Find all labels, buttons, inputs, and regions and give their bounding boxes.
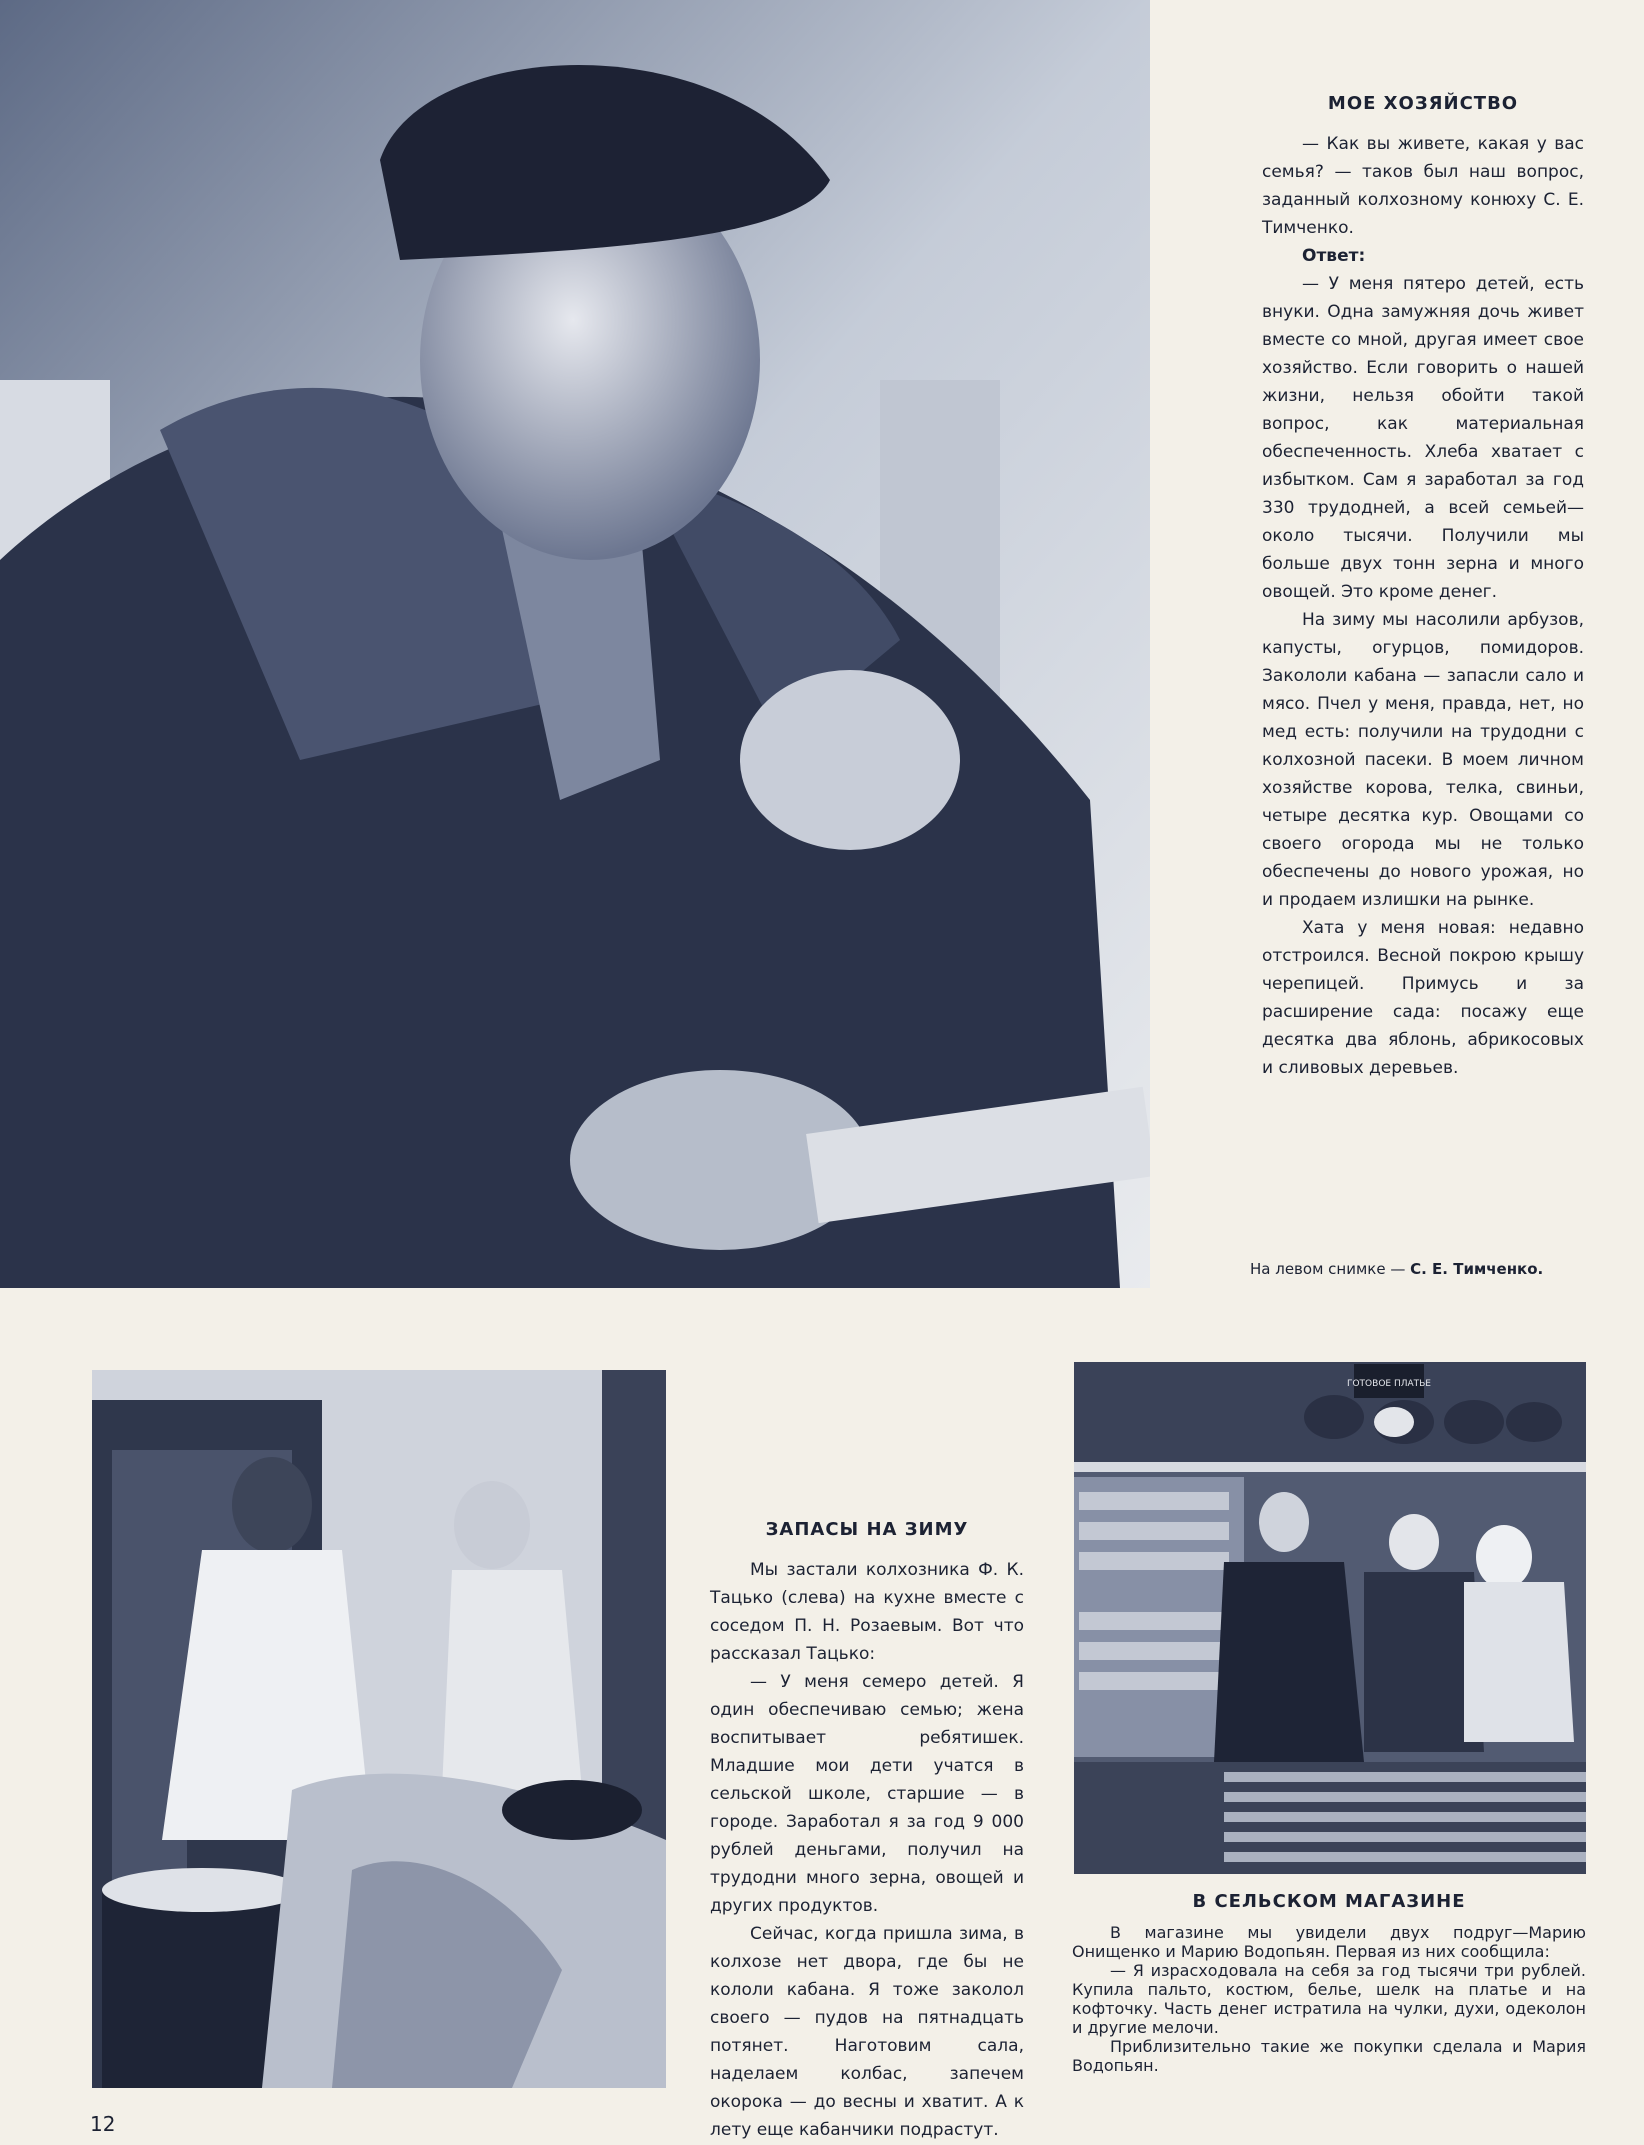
store-photo-icon [1074,1362,1586,1874]
caption-name: С. Е. Тимченко. [1410,1260,1544,1278]
page-number: 12 [90,2112,116,2136]
household-article [1262,90,1584,1082]
kitchen-photo-icon [92,1370,666,2088]
household-intro: — Как вы живете, какая у вас семья? — таков был наш вопрос, заданный колхозному конюху С. Е. Тимченко. [1262,134,1584,238]
store-sign: ГОТОВОЕ ПЛАТЬЕ [1346,1379,1432,1389]
store-photo [1074,1362,1586,1874]
portrait-photo [0,0,1150,1288]
kitchen-photo [92,1370,666,2088]
household-heading: МОЕ ХОЗЯЙСТВО [1327,93,1519,114]
winter-heading: ЗАПАСЫ НА ЗИМУ [765,1519,969,1540]
store-paragraph: — Я израсходовала на себя за год тысячи три рублей. Купила пальто, костюм, белье, шелк на платье и на кофточку. Часть денег истратила на чулки, духи, одеколон и другие мелочи. [1072,1961,1586,2037]
winter-article [710,1516,1024,2144]
answer-label: Ответ: [1302,246,1366,266]
winter-paragraph: Сейчас, когда пришла зима, в колхозе нет двора, где бы не кололи кабана. Я тоже заколол своего — пудов на пятнадцать потянет. Наготовим сала, наделаем колбас, запечем окорока — до весны и хватит. А к лету еще кабанчики подрастут. [710,1924,1024,2140]
store-paragraph: В магазине мы увидели двух подруг—Марию Онищенко и Марию Водопьян. Первая из них сообщила: [1072,1923,1586,1961]
store-paragraph: Приблизительно такие же покупки сделала и Мария Водопьян. [1072,2037,1586,2075]
household-paragraph: — У меня пятеро детей, есть внуки. Одна замужняя дочь живет вместе со мной, другая имеет свое хозяйство. Если говорить о нашей жизни, нельзя обойти такой вопрос, как материальная обеспеченность. Хлеба хватает с избытком. Сам я заработал за год 330 трудодней, а всей семьей—около тысячи. Получили мы больше двух тонн зерна и много овощей. Это кроме денег. [1262,274,1584,602]
caption-prefix: На левом снимке — [1250,1260,1406,1278]
household-paragraph: Хата у меня новая: недавно отстроился. Весной покрою крышу черепицей. Примусь и за расширение сада: посажу еще десятка два яблонь, абрикосовых и сливовых деревьев. [1262,918,1584,1078]
portrait-photo-icon [0,0,1150,1288]
store-heading: В СЕЛЬСКОМ МАГАЗИНЕ [1192,1891,1466,1912]
portrait-caption [1250,1260,1610,1278]
winter-paragraph: Мы застали колхозника Ф. К. Тацько (слева) на кухне вместе с соседом П. Н. Розаевым. Вот что рассказал Тацько: [710,1560,1024,1664]
winter-paragraph: — У меня семеро детей. Я один обеспечиваю семью; жена воспитывает ребятишек. Младшие мои дети учатся в сельской школе, старшие — в городе. Заработал я за год 9 000 рублей деньгами, получил на трудодни много зерна, овощей и других продуктов. [710,1672,1024,1916]
store-article [1072,1892,1586,2075]
household-paragraph: На зиму мы насолили арбузов, капусты, огурцов, помидоров. Закололи кабана — запасли сало и мясо. Пчел у меня, правда, нет, но мед есть: получили на трудодни с колхозной пасеки. В моем личном хозяйстве корова, телка, свиньи, четыре десятка кур. Овощами со своего огорода мы не только обеспечены до нового урожая, но и продаем излишки на рынке. [1262,610,1584,910]
